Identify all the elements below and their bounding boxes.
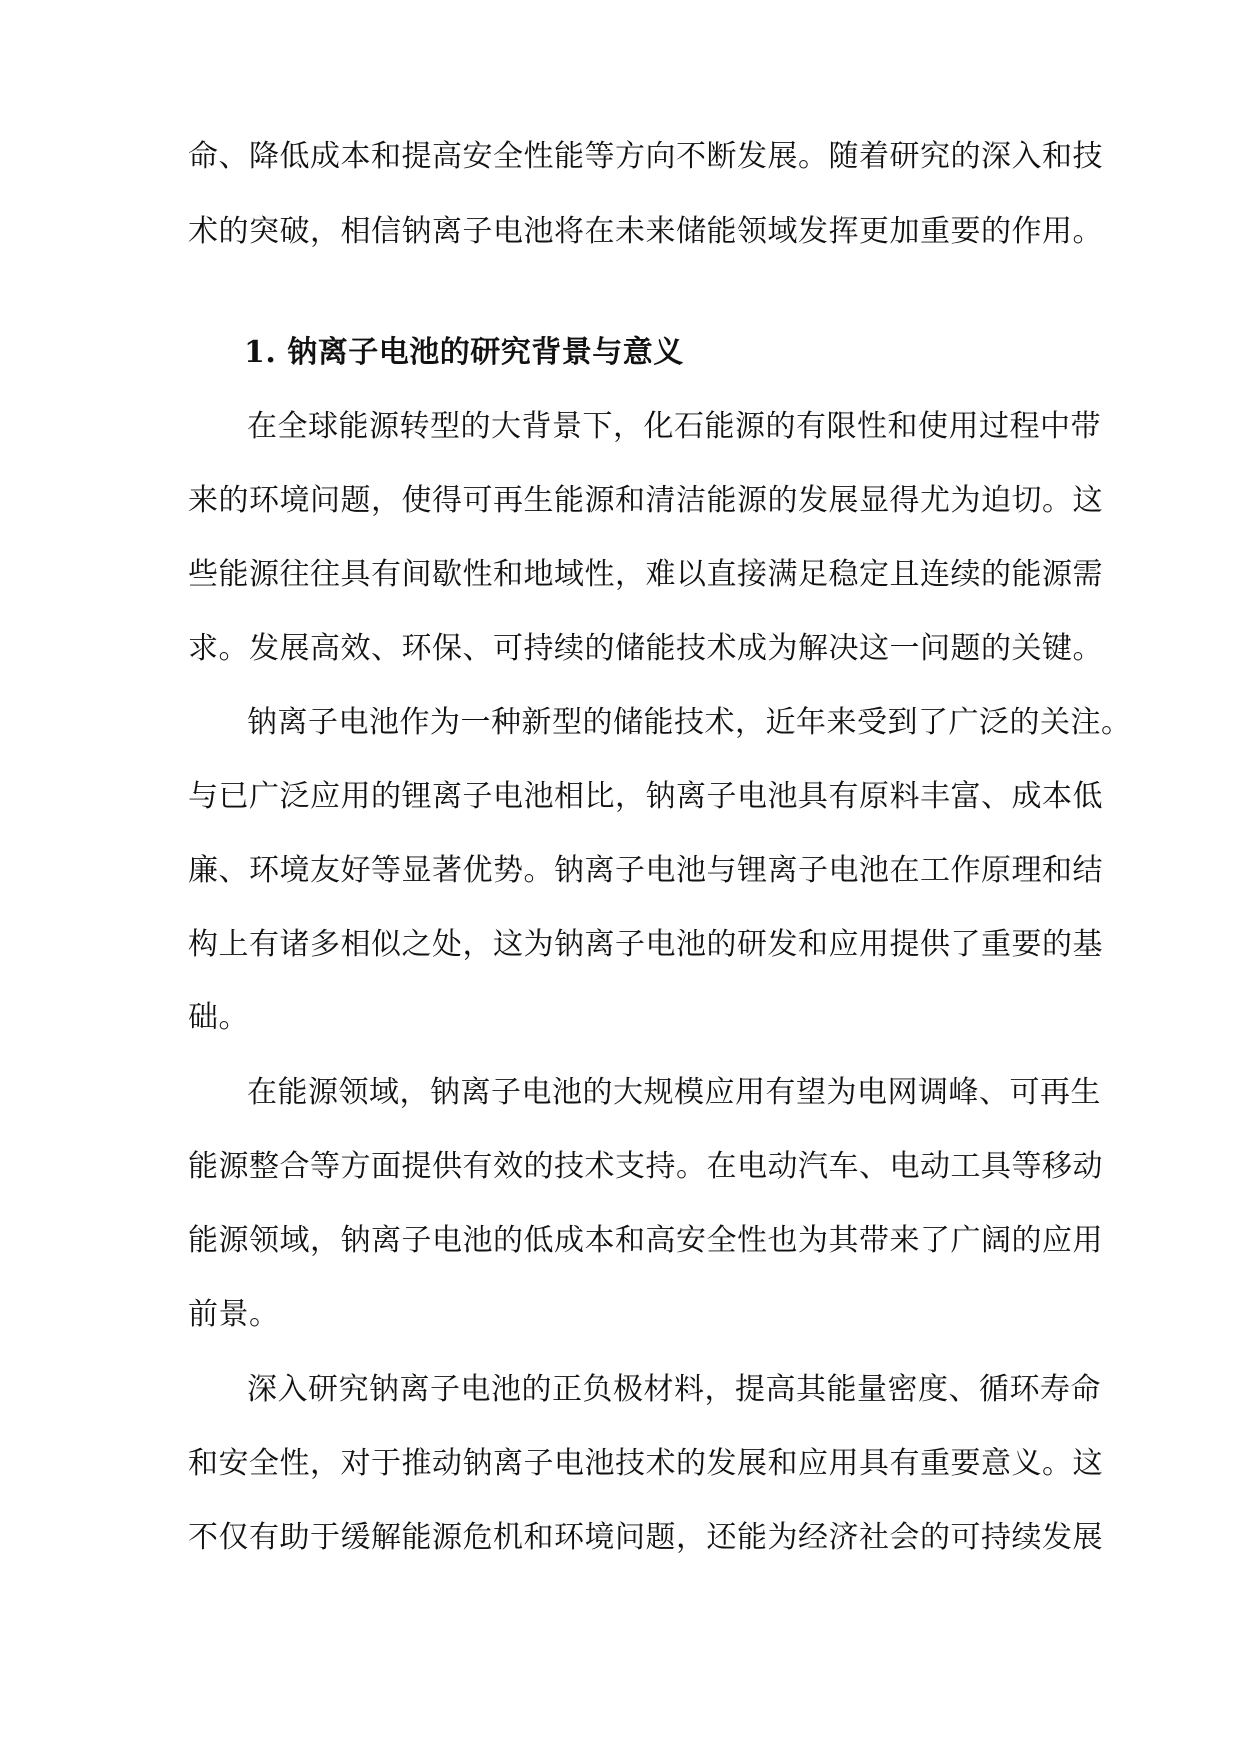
text-line: 前景。 xyxy=(188,1297,280,1332)
section-heading: 1. 钠离子电池的研究背景与意义 xyxy=(244,335,684,370)
text-line: 钠离子电池作为一种新型的储能技术，近年来受到了广泛的关注。 xyxy=(247,705,1132,740)
text-line: 来的环境问题，使得可再生能源和清洁能源的发展显得尤为迫切。这 xyxy=(188,483,1103,518)
text-line: 能源整合等方面提供有效的技术支持。在电动汽车、电动工具等移动 xyxy=(188,1149,1103,1184)
text-line: 构上有诸多相似之处，这为钠离子电池的研发和应用提供了重要的基 xyxy=(188,927,1103,962)
text-line: 础。 xyxy=(188,1000,249,1035)
text-line: 能源领域，钠离子电池的低成本和高安全性也为其带来了广阔的应用 xyxy=(188,1223,1103,1258)
text-line: 些能源往往具有间歇性和地域性，难以直接满足稳定且连续的能源需 xyxy=(188,557,1103,592)
text-line: 廉、环境友好等显著优势。钠离子电池与锂离子电池在工作原理和结 xyxy=(188,853,1103,888)
text-line: 在能源领域，钠离子电池的大规模应用有望为电网调峰、可再生 xyxy=(247,1075,1101,1110)
text-line: 和安全性，对于推动钠离子电池技术的发展和应用具有重要意义。这 xyxy=(188,1446,1103,1481)
text-line: 与已广泛应用的锂离子电池相比，钠离子电池具有原料丰富、成本低 xyxy=(188,779,1103,814)
text-line: 术的突破，相信钠离子电池将在未来储能领域发挥更加重要的作用。 xyxy=(188,214,1103,249)
text-line: 求。发展高效、环保、可持续的储能技术成为解决这一问题的关键。 xyxy=(188,631,1103,666)
text-line: 命、降低成本和提高安全性能等方向不断发展。随着研究的深入和技 xyxy=(188,139,1103,174)
text-line: 深入研究钠离子电池的正负极材料，提高其能量密度、循环寿命 xyxy=(247,1372,1101,1407)
text-line: 不仅有助于缓解能源危机和环境问题，还能为经济社会的可持续发展 xyxy=(188,1520,1103,1555)
text-line: 在全球能源转型的大背景下，化石能源的有限性和使用过程中带 xyxy=(247,409,1101,444)
